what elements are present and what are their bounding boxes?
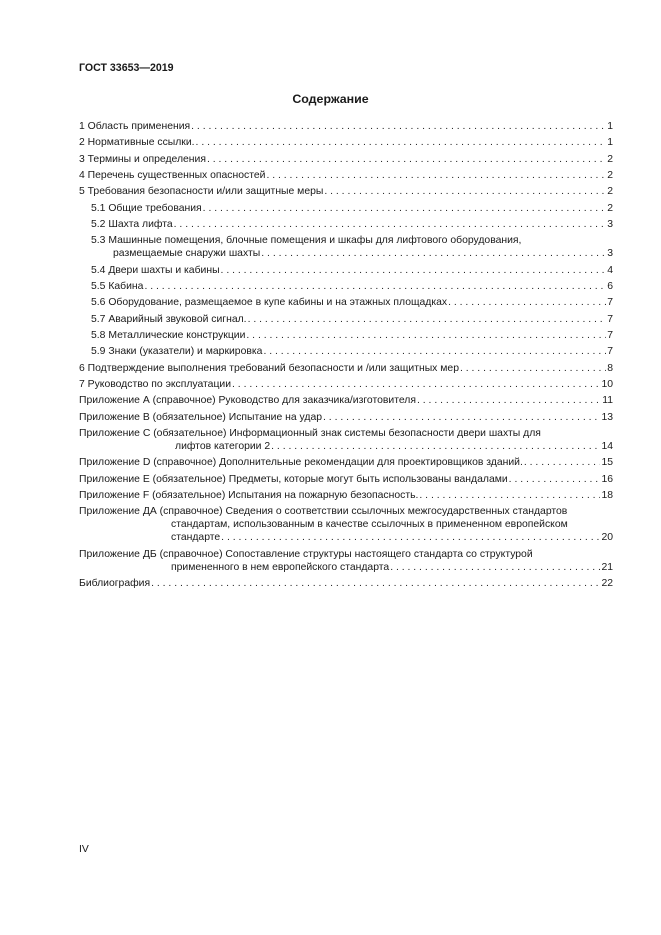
toc-entry[interactable] [79,296,613,309]
toc-page-number: 8 [607,362,613,374]
toc-page-number: 6 [607,280,613,292]
toc-entry-text: 5 Требования безопасности и/или защитные меры [79,186,324,198]
toc-entry-text: размещаемые снаружи шахты [113,248,261,260]
toc-entry-text: 5.7 Аварийный звуковой сигнал. [91,313,247,325]
dot-leader [419,489,600,502]
toc-entry-text: Приложение F (обязательное) Испытания на пожарную безопасность. [79,489,419,501]
document-code: ГОСТ 33653—2019 [79,62,174,74]
toc-entry[interactable] [79,548,613,574]
dot-leader [324,185,606,198]
dot-leader [207,153,606,166]
toc-entry-text: Приложение ДБ (справочное) Сопоставление структуры настоящего стандарта со структурой [79,548,533,560]
toc-entry-text: 5.2 Шахта лифта [91,218,173,230]
toc-entry[interactable] [79,264,613,277]
dot-leader [524,456,601,469]
dot-leader [221,531,600,544]
toc-entry-text: Приложение ДА (справочное) Сведения о соответствии ссылочных межгосударственных стандартов [79,506,568,518]
toc-entry-continuation: стандартам, использованным в качестве ссылочных в примененном европейском [171,519,568,531]
toc-entry[interactable] [79,378,613,391]
toc-entry-text: 5.6 Оборудование, размещаемое в купе кабины и на этажных площадках [91,297,448,309]
toc-entry[interactable] [79,202,613,215]
toc-entry-text: Приложение D (справочное) Дополнительные рекомендации для проектировщиков зданий. [79,457,523,469]
toc-entry-text: Приложение Е (обязательное) Предметы, которые могут быть использованы вандалами [79,473,508,485]
toc-page-number: 18 [601,489,613,501]
page-number: IV [79,844,89,855]
dot-leader [261,247,606,260]
toc-entry-text: 4 Перечень существенных опасностей [79,169,266,181]
toc-entry[interactable] [79,218,613,231]
toc-title: Содержание [292,92,369,106]
dot-leader [323,411,600,424]
toc-entry-text: 5.9 Знаки (указатели) и маркировка [91,346,263,358]
toc-entry-text: 5.3 Машинные помещения, блочные помещения и шкафы для лифтового оборудования, [91,235,522,247]
toc-entry-text: 7 Руководство по эксплуатации [79,378,232,390]
toc-entry[interactable] [79,169,613,182]
toc-page-number: 21 [601,561,613,573]
toc-entry[interactable] [79,345,613,358]
toc-page-number: 2 [607,169,613,181]
toc-entry-text: лифтов категории 2 [175,440,271,452]
toc-entry[interactable] [79,234,613,260]
toc-page-number: 3 [607,218,613,230]
toc-entry[interactable] [79,280,613,293]
toc-entry[interactable] [79,313,613,326]
toc-entry-text: Приложение С (обязательное) Информационный знак системы безопасности двери шахты для [79,427,541,439]
toc-entry[interactable] [79,362,613,375]
toc-entry-text: 1 Область применения [79,121,191,132]
toc-page-number: 4 [607,264,613,276]
toc-page-number: 16 [601,473,613,485]
dot-leader [203,202,607,215]
dot-leader [417,394,601,407]
dot-leader [460,362,606,375]
toc-entry-text: 2 Нормативные ссылки. [79,137,195,149]
dot-leader [271,440,600,453]
toc-page-number: 1 [607,137,613,149]
dot-leader [246,329,606,342]
dot-leader [174,218,607,231]
dot-leader [248,313,607,326]
toc-entry-text: Библиография [79,577,151,589]
dot-leader [266,169,606,182]
toc-entry[interactable] [79,505,613,544]
toc-entry-text: 5.8 Металлические конструкции [91,329,246,341]
toc-entry[interactable] [79,394,613,407]
table-of-contents [79,120,613,593]
toc-entry[interactable] [79,153,613,166]
toc-entry[interactable] [79,329,613,342]
toc-entry[interactable] [79,489,613,502]
toc-page-number: 13 [601,411,613,423]
toc-page-number: 2 [607,202,613,214]
toc-page-number: 7 [607,346,613,358]
toc-page-number: 20 [601,532,613,544]
toc-entry-text: 3 Термины и определения [79,153,206,165]
toc-page-number: 14 [601,440,613,452]
dot-leader [144,280,606,293]
toc-entry-text: 6 Подтверждение выполнения требований безопасности и /или защитных мер [79,362,459,374]
toc-entry-text: Приложение А (справочное) Руководство для заказчика/изготовителя [79,395,416,407]
toc-entry-text: 5.5 Кабина [91,280,144,292]
toc-page-number: 11 [602,395,613,407]
toc-entry-text: Приложение В (обязательное) Испытание на удар [79,411,323,423]
toc-page-number: 2 [607,153,613,165]
toc-entry[interactable] [79,411,613,424]
toc-entry[interactable] [79,120,613,133]
toc-entry[interactable] [79,427,613,453]
toc-page-number: 10 [601,378,613,390]
dot-leader [232,378,600,391]
dot-leader [448,296,606,309]
toc-entry[interactable] [79,577,613,590]
toc-entry[interactable] [79,136,613,149]
dot-leader [191,120,606,133]
dot-leader [509,473,601,486]
toc-entry-text: 5.1 Общие требования [91,202,202,214]
toc-page-number: 15 [601,457,613,469]
toc-entry[interactable] [79,185,613,198]
toc-page-number: 3 [607,248,613,260]
toc-page-number: 7 [607,297,613,309]
toc-page-number: 1 [607,121,613,132]
toc-entry-text: 5.4 Двери шахты и кабины [91,264,220,276]
dot-leader [390,561,600,574]
toc-entry[interactable] [79,456,613,469]
dot-leader [196,136,607,149]
toc-page-number: 7 [607,313,613,325]
dot-leader [151,577,600,590]
toc-entry-text: примененного в нем европейского стандарта [171,561,390,573]
toc-page-number: 22 [601,577,613,589]
dot-leader [221,264,607,277]
toc-page-number: 7 [607,329,613,341]
toc-page-number: 2 [607,186,613,198]
dot-leader [263,345,606,358]
toc-entry[interactable] [79,473,613,486]
toc-entry-text: стандарте [171,532,221,544]
